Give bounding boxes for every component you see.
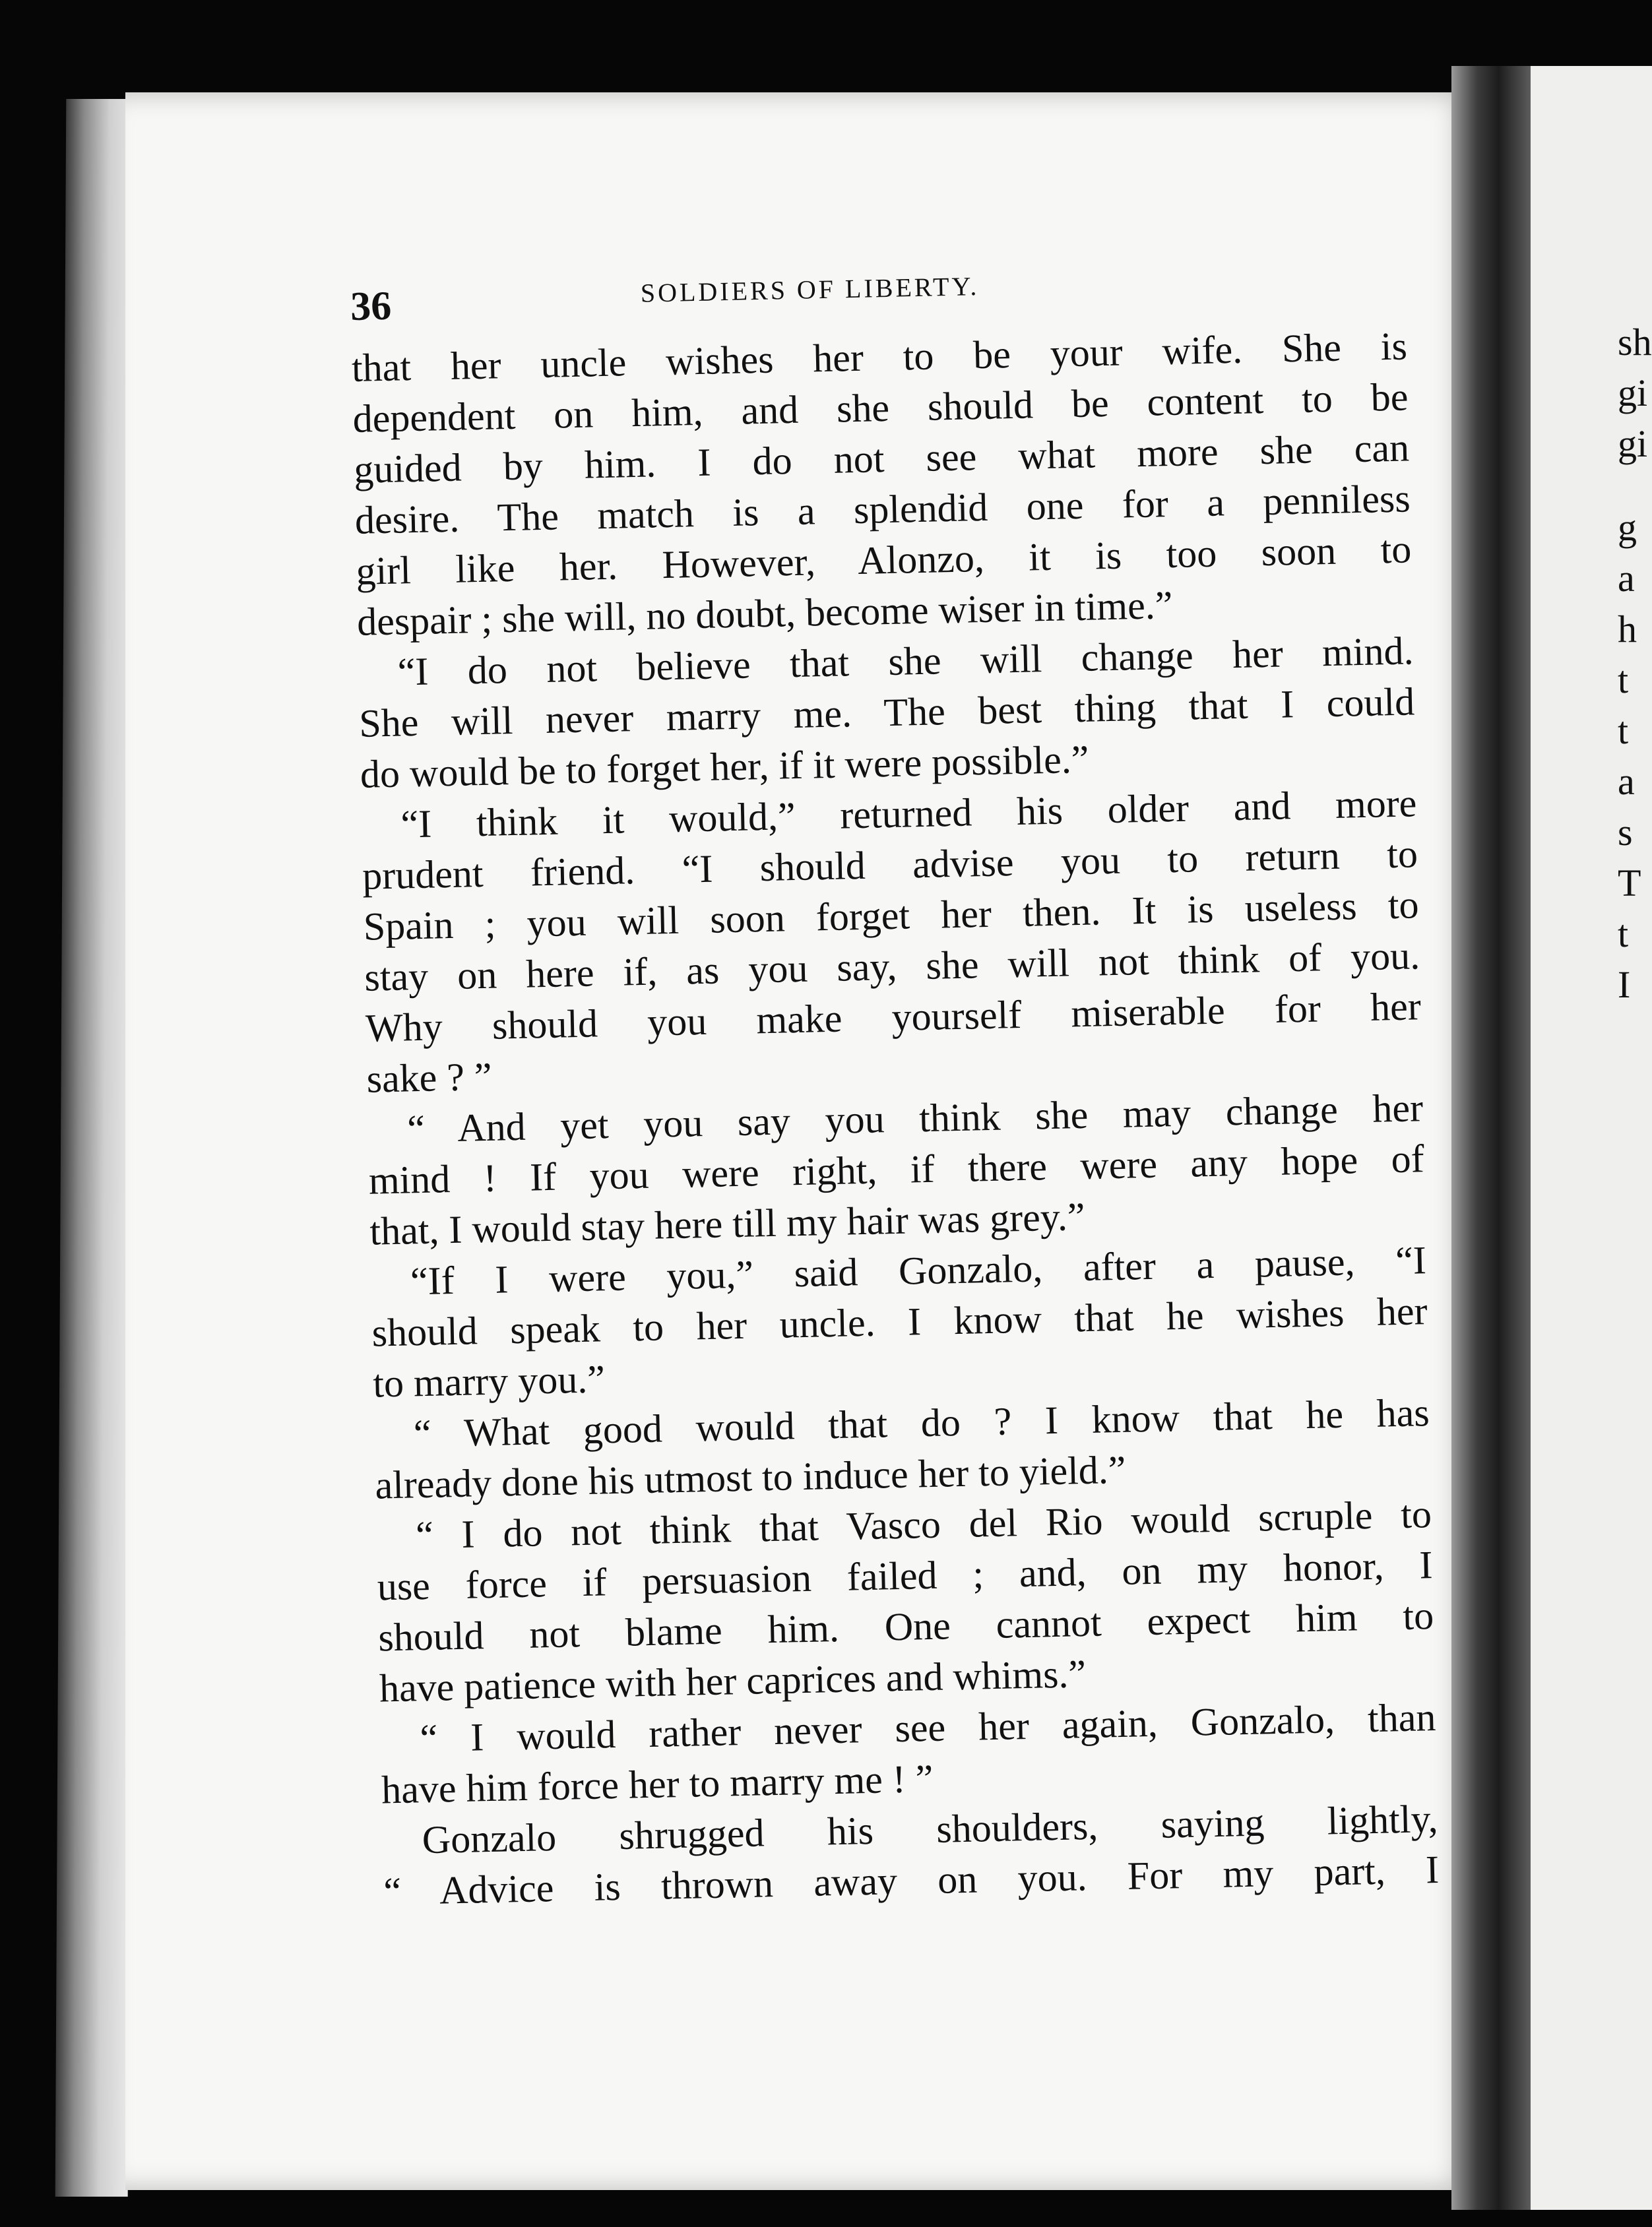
facing-page-fragment: gi — [1618, 371, 1648, 414]
facing-page-fragment: gi — [1618, 422, 1648, 465]
book-gutter — [1451, 66, 1537, 2210]
text-line: stay on here if, as you say, she will not think of you. — [364, 933, 1420, 999]
text-line: desire. The match is a splendid one for a penniless — [354, 476, 1411, 542]
facing-page-fragment: g — [1618, 506, 1637, 549]
facing-page-fragment: sh — [1618, 321, 1652, 363]
facing-page-fragment: T — [1618, 862, 1641, 904]
facing-page-fragment: t — [1618, 912, 1629, 955]
page-number: 36 — [350, 283, 392, 329]
text-line: “ What good would that do ? I know that he has — [413, 1391, 1430, 1456]
facing-page-text-fragments — [1618, 317, 1652, 1010]
text-line: prudent friend. “I should advise you to return to — [362, 832, 1418, 898]
facing-page-fragment: s — [1618, 811, 1633, 854]
text-line: “If I were you,” said Gonzalo, after a pause, “I — [410, 1238, 1427, 1303]
text-line: despair ; she will, no doubt, become wiser in time.” — [356, 582, 1173, 644]
text-line: “ Advice is thrown away on you. For my part, I — [383, 1847, 1440, 1914]
text-line: dependent on him, and she should be content to be — [352, 375, 1409, 441]
text-line: “I think it would,” returned his older and more — [400, 781, 1417, 846]
facing-page-fragment: a — [1618, 760, 1635, 803]
facing-page-fragment: t — [1618, 658, 1629, 701]
text-line: should not blame him. One cannot expect him to — [377, 1594, 1434, 1660]
text-line: girl like her. However, Alonzo, it is too soon to — [355, 527, 1412, 593]
text-line: She will never marry me. The best thing that I could — [358, 679, 1415, 745]
text-line: should speak to her uncle. I know that he wishes her — [371, 1289, 1428, 1355]
text-line: mind ! If you were right, if there were any hope of — [368, 1137, 1425, 1203]
text-line: already done his utmost to induce her to yield.” — [374, 1447, 1127, 1507]
text-line: that her uncle wishes her to be your wife. She is — [351, 324, 1408, 390]
facing-page-fragment: a — [1618, 557, 1635, 600]
text-line: use force if persuasion failed ; and, on my honor, I — [377, 1543, 1434, 1609]
text-line: have him force her to marry me ! ” — [381, 1756, 934, 1812]
text-line: sake ? ” — [365, 1054, 493, 1101]
text-line: do would be to forget her, if it were possible.” — [360, 737, 1090, 796]
text-line: Why should you make yourself miserable for her — [365, 984, 1422, 1050]
text-line: guided by him. I do not see what more she can — [353, 425, 1410, 491]
facing-page-fragment — [1618, 469, 1652, 502]
text-line: “ I would rather never see her again, Gonzalo, than — [419, 1695, 1436, 1761]
body-text — [351, 321, 1440, 1917]
facing-page-fragment: h — [1618, 608, 1637, 650]
text-line: “I do not believe that she will change her mind. — [397, 629, 1414, 694]
text-line: have patience with her caprices and whims.” — [379, 1652, 1087, 1710]
text-line: “ I do not think that Vasco del Rio would scruple to — [415, 1492, 1432, 1557]
facing-page-fragment: t — [1618, 709, 1629, 752]
page-content — [350, 248, 1440, 1917]
running-title: SOLDIERS OF LIBERTY. — [640, 271, 980, 308]
text-line: Gonzalo shrugged his shoulders, saying lightly, — [422, 1796, 1439, 1862]
text-line: Spain ; you will soon forget her then. It is useless to — [363, 883, 1420, 949]
text-line: “ And yet you say you think she may change her — [406, 1086, 1424, 1151]
facing-page-fragment: I — [1618, 963, 1631, 1006]
text-line: to marry you.” — [372, 1357, 606, 1406]
text-line: that, I would stay here till my hair was grey.” — [369, 1194, 1086, 1253]
